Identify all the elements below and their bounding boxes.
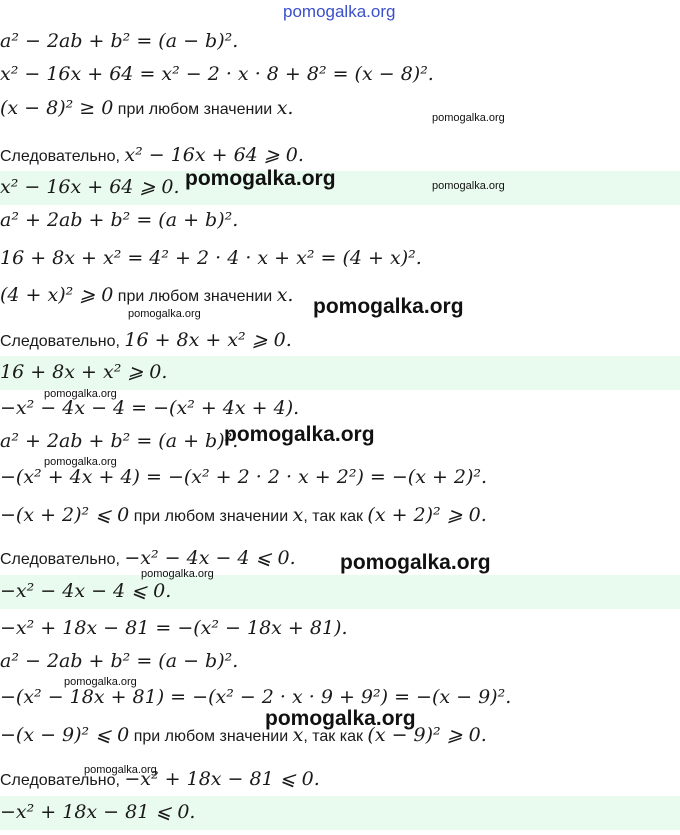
math-expression: −x² + 18x − 81 ⩽ 0. <box>124 768 320 790</box>
solution-line <box>0 63 680 85</box>
math-expression: (x − 9)² ⩾ 0. <box>367 724 487 746</box>
line-text: Следовательно, <box>0 772 125 789</box>
solution-line <box>0 209 680 231</box>
line-text: Следовательно, <box>0 148 125 165</box>
math-expression: x. <box>276 97 294 119</box>
solution-line <box>0 397 680 419</box>
solution-line <box>0 144 680 166</box>
watermark-small: pomogalka.org <box>128 308 201 320</box>
math-expression: −(x² − 18x + 81) = −(x² − 2 · x · 9 + 9²) = −(x − 9)². <box>0 686 512 708</box>
math-expression: a² + 2ab + b² = (a + b)². <box>0 209 239 231</box>
watermark: pomogalka.org <box>265 707 416 730</box>
line-text: при любом значении <box>113 101 277 118</box>
math-expression: 16 + 8x + x² = 4² + 2 · 4 · x + x² = (4 + x)². <box>0 247 422 269</box>
solution-line <box>0 97 680 119</box>
math-expression: x <box>292 724 304 746</box>
math-expression: −x² + 18x − 81 = −(x² − 18x + 81). <box>0 617 348 639</box>
line-text: при любом значении <box>129 508 293 525</box>
math-expression: a² − 2ab + b² = (a − b)². <box>0 650 239 672</box>
math-expression: x <box>292 504 304 526</box>
watermark: pomogalka.org <box>224 423 375 446</box>
math-expression: −x² − 4x − 4 ⩽ 0. <box>0 580 172 602</box>
watermark-small: pomogalka.org <box>84 764 157 776</box>
math-expression: −(x² + 4x + 4) = −(x² + 2 · 2 · x + 2²) = −(x + 2)². <box>0 466 488 488</box>
math-expression: (x − 8)² ≥ 0 <box>0 97 114 119</box>
line-text: Следовательно, <box>0 333 125 350</box>
line-text: Следовательно, <box>0 551 125 568</box>
solution-line <box>0 466 680 488</box>
watermark-small: pomogalka.org <box>44 456 117 468</box>
math-expression: x² − 16x + 64 ⩾ 0. <box>0 176 180 198</box>
math-expression: a² − 2ab + b² = (a − b)². <box>0 30 239 52</box>
watermark-small: pomogalka.org <box>141 568 214 580</box>
solution-line <box>0 686 680 708</box>
math-expression: 16 + 8x + x² ⩾ 0. <box>124 329 292 351</box>
watermark: pomogalka.org <box>185 167 336 190</box>
solution-line <box>0 329 680 351</box>
solution-line <box>0 30 680 52</box>
line-text: при любом значении <box>129 728 293 745</box>
math-expression: −x² − 4x − 4 = −(x² + 4x + 4). <box>0 397 300 419</box>
math-expression: x. <box>276 284 294 306</box>
watermark: pomogalka.org <box>313 295 464 318</box>
line-text: , так как <box>303 728 368 745</box>
answer-line <box>0 176 680 198</box>
line-text: , так как <box>303 508 368 525</box>
watermark-small: pomogalka.org <box>432 180 505 192</box>
watermark-small: pomogalka.org <box>432 112 505 124</box>
math-expression: x² − 16x + 64 = x² − 2 · x · 8 + 8² = (x − 8)². <box>0 63 434 85</box>
header-site-link[interactable]: pomogalka.org <box>283 2 396 21</box>
math-expression: −x² + 18x − 81 ⩽ 0. <box>0 801 196 823</box>
math-expression: −(x + 2)² ⩽ 0 <box>0 504 130 526</box>
answer-line <box>0 361 680 383</box>
solution-line <box>0 247 680 269</box>
math-expression: a² + 2ab + b² = (a + b)². <box>0 430 239 452</box>
math-expression: (4 + x)² ⩾ 0 <box>0 284 114 306</box>
math-expression: −(x − 9)² ⩽ 0 <box>0 724 130 746</box>
math-expression: −x² − 4x − 4 ⩽ 0. <box>124 547 296 569</box>
answer-line <box>0 801 680 823</box>
answer-line <box>0 580 680 602</box>
solution-line <box>0 650 680 672</box>
line-text: при любом значении <box>113 288 277 305</box>
watermark-small: pomogalka.org <box>44 388 117 400</box>
watermark: pomogalka.org <box>340 551 491 574</box>
math-expression: (x + 2)² ⩾ 0. <box>367 504 487 526</box>
math-expression: x² − 16x + 64 ⩾ 0. <box>124 144 304 166</box>
math-expression: 16 + 8x + x² ⩾ 0. <box>0 361 168 383</box>
solution-line <box>0 504 680 526</box>
solution-line <box>0 617 680 639</box>
watermark-small: pomogalka.org <box>64 676 137 688</box>
